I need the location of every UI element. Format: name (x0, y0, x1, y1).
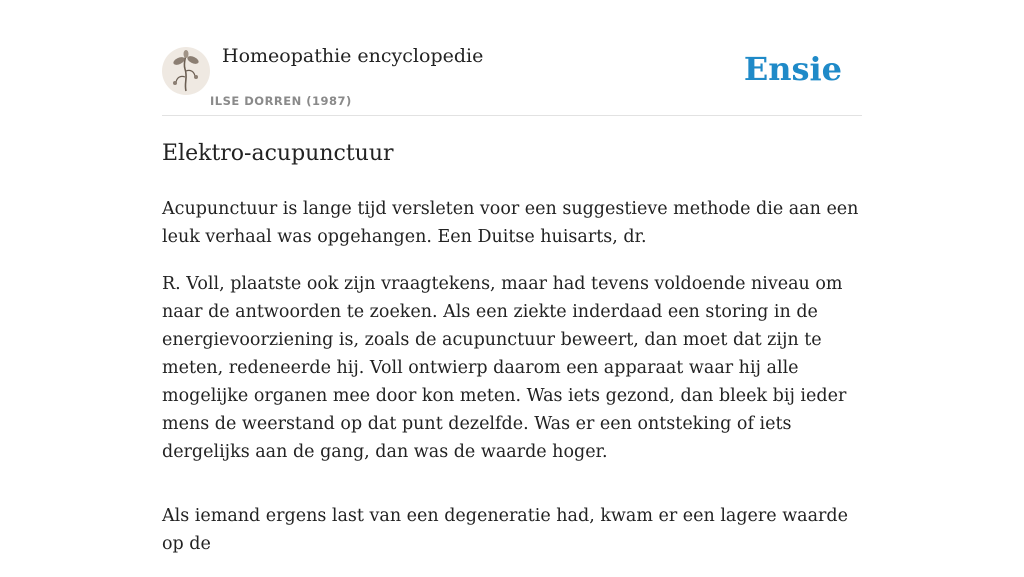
plant-illustration-icon[interactable] (162, 47, 210, 95)
article (162, 138, 862, 577)
article-title: Elektro-acupunctuur (162, 141, 394, 166)
article-paragraph: Acupunctuur is lange tijd versleten voor een suggestieve methode die aan een leuk verhaal was opgehangen. Een Duitse huisarts, dr. (162, 199, 859, 247)
article-paragraph: R. Voll, plaatste ook zijn vraagtekens, maar had tevens voldoende niveau om naar de antwoorden te zoeken. Als een ziekte inderdaad een storing in de energievoorziening is, zoals de acupunctuur beweert, dan moet dat zijn te meten, redeneerde hij. Voll ontwierp daarom een apparaat waar hij alle mogelijke organen mee door kon meten. Was iets gezond, dan bleek bij ieder mens de weerstand op dat punt dezelfde. Was er een ontsteking of iets dergelijks aan de gang, dan was de waarde hoger. (162, 274, 847, 462)
book-title[interactable]: Homeopathie encyclopedie (222, 45, 484, 67)
author-label: ILSE DORREN (1987) (210, 94, 352, 108)
article-paragraph: Als iemand ergens last van een degeneratie had, kwam er een lagere waarde op de (162, 506, 848, 554)
header (162, 0, 862, 116)
brand-logo[interactable]: Ensie (743, 50, 842, 88)
